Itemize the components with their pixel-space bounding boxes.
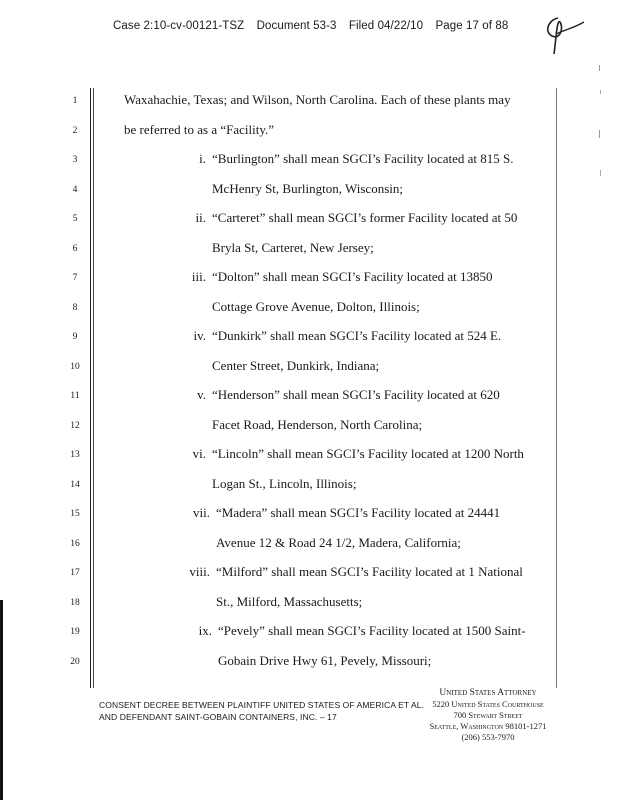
item-definition-line: “Henderson” shall mean SGCI’s Facility located at 620	[212, 387, 500, 402]
line-number: 17	[70, 568, 80, 578]
line-number: 5	[72, 214, 78, 224]
item-numeral: v.	[197, 387, 206, 402]
line-number: 1	[72, 96, 78, 106]
line-number: 7	[72, 273, 78, 283]
line-number: 13	[70, 450, 80, 460]
footer-caption-line-2: AND DEFENDANT SAINT-GOBAIN CONTAINERS, INC. – 17	[99, 712, 337, 722]
attorney-address-block	[408, 688, 568, 743]
line-number: 4	[72, 185, 78, 195]
item-definition-line: “Dolton” shall mean SGCI’s Facility located at 13850	[212, 269, 493, 284]
line-number: 14	[70, 480, 80, 490]
footer-caption	[99, 699, 424, 723]
line-number: 2	[72, 126, 78, 136]
line-number: 8	[72, 303, 78, 313]
item-numeral: viii.	[189, 564, 210, 579]
attorney-phone: (206) 553-7970	[461, 732, 515, 742]
item-address-line: Center Street, Dunkirk, Indiana;	[212, 358, 380, 373]
line-number: 18	[70, 598, 80, 608]
footer-caption-line-1: CONSENT DECREE BETWEEN PLAINTIFF UNITED STATES OF AMERICA ET AL.	[99, 700, 425, 710]
case-number: Case 2:10-cv-00121-TSZ	[113, 20, 245, 32]
line-number: 16	[70, 539, 80, 549]
item-definition-line: “Madera” shall mean SGCI’s Facility located at 24441	[216, 505, 501, 520]
item-definition-line: “Milford” shall mean SGCI’s Facility located at 1 National	[216, 564, 523, 579]
page-indicator: Page 17 of 88	[435, 20, 509, 32]
scan-edge-bar	[0, 600, 3, 800]
attorney-address-line: 5220 United States Courthouse	[432, 699, 544, 709]
item-address-line: St., Milford, Massachusetts;	[216, 594, 363, 609]
line-number: 12	[70, 421, 80, 431]
attorney-title: United States Attorney	[439, 688, 537, 698]
item-address-line: McHenry St, Burlington, Wisconsin;	[212, 181, 403, 196]
intro-line-1: Waxahachie, Texas; and Wilson, North Carolina. Each of these plants may	[124, 92, 511, 107]
line-number: 10	[70, 362, 80, 372]
item-address-line: Facet Road, Henderson, North Carolina;	[212, 417, 423, 432]
item-address-line: Avenue 12 & Road 24 1/2, Madera, California;	[216, 535, 461, 550]
item-definition-line: “Dunkirk” shall mean SGCI’s Facility located at 524 E.	[212, 328, 502, 343]
line-number: 15	[70, 509, 80, 519]
item-numeral: vi.	[192, 446, 206, 461]
right-margin-rule	[556, 88, 557, 688]
attorney-address-line: Seattle, Washington 98101-1271	[429, 721, 547, 731]
item-numeral: ix.	[198, 623, 212, 638]
intro-line-2: be referred to as a “Facility.”	[124, 122, 275, 137]
line-number: 11	[70, 391, 80, 401]
item-address-line: Bryla St, Carteret, New Jersey;	[212, 240, 374, 255]
filed-date: Filed 04/22/10	[348, 20, 424, 32]
item-numeral: ii.	[195, 210, 206, 225]
item-numeral: vii.	[193, 505, 210, 520]
item-numeral: i.	[199, 151, 206, 166]
attorney-address-line: 700 Stewart Street	[453, 710, 523, 720]
line-number: 9	[72, 332, 78, 342]
handwritten-initials	[538, 10, 588, 58]
line-number: 19	[70, 627, 80, 637]
line-number: 3	[72, 155, 78, 165]
line-number: 6	[72, 244, 78, 254]
item-numeral: iii.	[191, 269, 206, 284]
item-address-line: Gobain Drive Hwy 61, Pevely, Missouri;	[218, 653, 432, 668]
item-definition-line: “Lincoln” shall mean SGCI’s Facility located at 1200 North	[212, 446, 524, 461]
left-margin-rule-inner	[93, 88, 94, 688]
left-margin-rule	[90, 88, 91, 688]
item-definition-line: “Carteret” shall mean SGCI’s former Facility located at 50	[212, 210, 518, 225]
item-address-line: Logan St., Lincoln, Illinois;	[212, 476, 357, 491]
document-number: Document 53-3	[256, 20, 337, 32]
item-address-line: Cottage Grove Avenue, Dolton, Illinois;	[212, 299, 420, 314]
scan-specks	[597, 60, 603, 200]
item-definition-line: “Burlington” shall mean SGCI’s Facility located at 815 S.	[212, 151, 514, 166]
case-header	[113, 20, 517, 32]
line-number: 20	[70, 657, 80, 667]
item-numeral: iv.	[193, 328, 206, 343]
item-definition-line: “Pevely” shall mean SGCI’s Facility located at 1500 Saint-	[218, 623, 526, 638]
